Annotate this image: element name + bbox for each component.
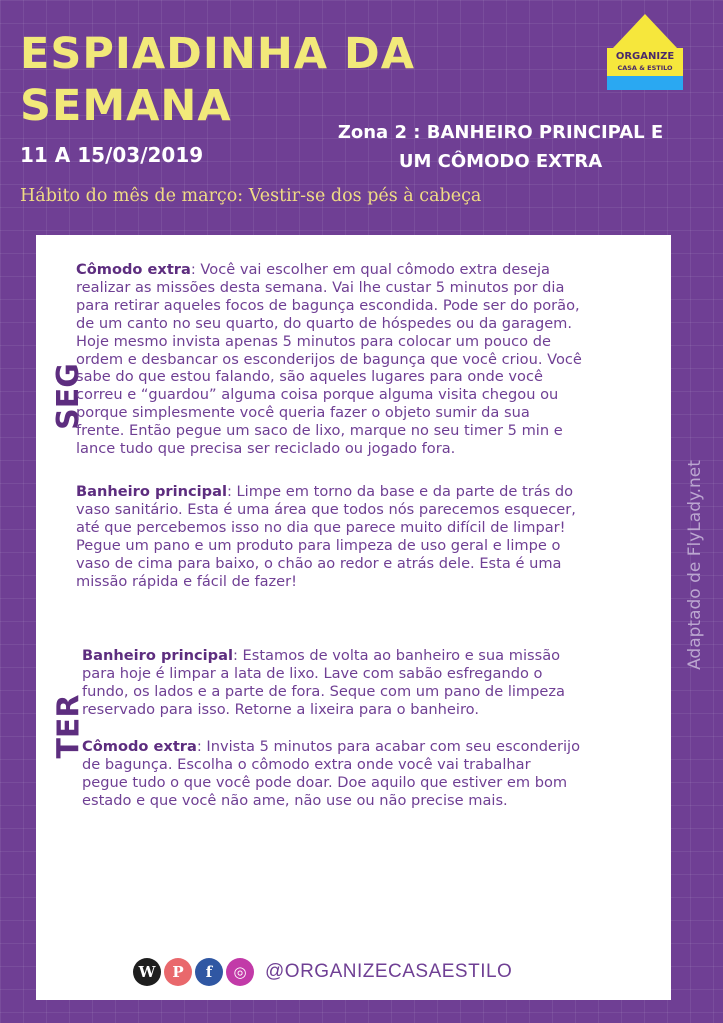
- logo-subtitle: CASA & ESTILO: [617, 64, 673, 72]
- task-comodo-extra-ter: Cômodo extra: Invista 5 minutos para acabar com seu esconderijo de bagunça. Escolha o cômodo extra onde você vai trabalhar pegue tudo o que você pode doar. Doe aquilo que estiver em bom estado e que você não ame, não use ou não precise mais.: [82, 738, 581, 809]
- wordpress-icon[interactable]: W: [133, 958, 161, 986]
- task-text-line: para hoje é limpar a lata de lixo. Lave com sabão esfregando o: [82, 664, 543, 682]
- task-text-line: lance tudo que precisa ser reciclado ou jogado fora.: [76, 440, 456, 458]
- task-text-line: até que percebemos isso no dia que parece muito difícil de limpar!: [76, 518, 566, 536]
- task-text-line: Limpe em torno da base e da parte de trás do: [236, 483, 574, 500]
- task-text-line: Pegue um pano e um produto para limpeza de uso geral e limpe o: [76, 536, 561, 554]
- brand-logo: [607, 14, 683, 92]
- title-line-2: SEMANA: [20, 81, 232, 131]
- instagram-icon[interactable]: ◎: [226, 958, 254, 986]
- facebook-icon[interactable]: f: [195, 958, 223, 986]
- logo-name: ORGANIZE: [615, 51, 675, 62]
- task-text-line: realizar as missões desta semana. Vai lhe custar 5 minutos por dia: [76, 278, 565, 296]
- zone-line-1: Zona 2 : BANHEIRO PRINCIPAL E: [337, 122, 664, 143]
- credit-text: Adaptado de FlyLady.net: [685, 460, 705, 670]
- task-title: Cômodo extra: [76, 261, 191, 278]
- task-title: Banheiro principal: [82, 647, 233, 664]
- task-text-line: de bagunça. Escolha o cômodo extra onde você vai trabalhar: [82, 755, 531, 773]
- pinterest-icon[interactable]: P: [164, 958, 192, 986]
- date-range: 11 A 15/03/2019: [20, 143, 204, 167]
- logo-stripe: [607, 76, 683, 90]
- day-label-seg: SEG: [50, 363, 86, 430]
- task-text-line: sabe do que estou falando, são aqueles lugares para onde você: [76, 368, 543, 386]
- task-text-line: frente. Então pegue um saco de lixo, marque no seu timer 5 min e: [76, 422, 563, 440]
- logo-box: [607, 48, 683, 76]
- task-banheiro-ter: Banheiro principal: Estamos de volta ao banheiro e sua missão para hoje é limpar a lata de lixo. Lave com sabão esfregando o fundo, os lados e a parte de fora. Seque com um pano de limpeza reservado para isso. Retorne a lixeira para o banheiro.: [82, 647, 565, 718]
- task-text-line: Estamos de volta ao banheiro e sua missão: [242, 647, 561, 664]
- day-label-ter: TER: [51, 694, 87, 759]
- task-banheiro-seg: Banheiro principal: Limpe em torno da base e da parte de trás do vaso sanitário. Esta é uma área que todos nós parecemos esquecer, até que percebemos isso no dia que parece muito difícil de limpar! Pegue um pano e um produto para limpeza de uso geral e limpe o vaso de cima para baixo, o chão ao redor e atrás dele. Esta é uma missão rápida e fácil de fazer!: [76, 483, 576, 590]
- zone-line-2: UM CÔMODO EXTRA: [398, 151, 603, 172]
- social-handle[interactable]: @ORGANIZECASAESTILO: [265, 961, 513, 982]
- zone-heading: [318, 118, 683, 176]
- task-comodo-extra-seg: Cômodo extra: Você vai escolher em qual cômodo extra deseja realizar as missões desta semana. Vai lhe custar 5 minutos por dia para retirar aqueles focos de bagunça escondida. Pode ser do porão, de um canto no seu quarto, do quarto de hóspedes ou da garagem. Hoje mesmo invista apenas 5 minutos para colocar um pouco de ordem e desbancar os esconderijos de bagunça que você criou. Você sabe do que estou falando, são aqueles lugares para onde você correu e “guardou” alguma coisa porque alguma visita chegou ou porque simplesmente você queria fazer o objeto sumir da sua frente. Então pegue um saco de lixo, marque no seu timer 5 min e lance tudo que precisa ser reciclado ou jogado fora.: [76, 261, 582, 458]
- task-text-line: pegue tudo o que você pode doar. Doe aquilo que estiver em bom: [82, 773, 568, 791]
- task-text-line: de um canto no seu quarto, do quarto de hóspedes ou da garagem.: [76, 314, 573, 332]
- house-roof-icon: [613, 14, 677, 48]
- habit-of-month: Hábito do mês de março: Vestir-se dos pés à cabeça: [20, 186, 482, 206]
- title-line-1: ESPIADINHA DA: [20, 29, 416, 79]
- task-text-line: ordem e desbancar os esconderijos de bagunça que você criou. Você: [76, 350, 582, 368]
- page-title: [20, 28, 415, 132]
- task-title: Cômodo extra: [82, 738, 197, 755]
- content-card: [36, 235, 671, 1000]
- task-text-line: fundo, os lados e a parte de fora. Seque com um pano de limpeza: [82, 682, 565, 700]
- task-text-line: vaso sanitário. Esta é uma área que todos nós parecemos esquecer,: [76, 500, 576, 518]
- task-text-line: Hoje mesmo invista apenas 5 minutos para colocar um pouco de: [76, 332, 551, 350]
- task-text-line: para retirar aqueles focos de bagunça escondida. Pode ser do porão,: [76, 296, 580, 314]
- task-text-line: estado e que você não ame, não use ou não precise mais.: [82, 791, 508, 809]
- task-text-line: Você vai escolher em qual cômodo extra deseja: [200, 261, 550, 278]
- task-text-line: porque simplesmente você queria fazer o objeto sumir da sua: [76, 404, 530, 422]
- task-text-line: vaso de cima para baixo, o chão ao redor e atrás dele. Esta é uma: [76, 554, 562, 572]
- social-footer: [133, 955, 512, 989]
- task-text-line: correu e “guardou” alguma coisa porque alguma visita chegou ou: [76, 386, 559, 404]
- task-title: Banheiro principal: [76, 483, 227, 500]
- task-text-line: Invista 5 minutos para acabar com seu esconderijo: [206, 738, 581, 755]
- task-text-line: missão rápida e fácil de fazer!: [76, 572, 298, 590]
- task-text-line: reservado para isso. Retorne a lixeira para o banheiro.: [82, 700, 479, 718]
